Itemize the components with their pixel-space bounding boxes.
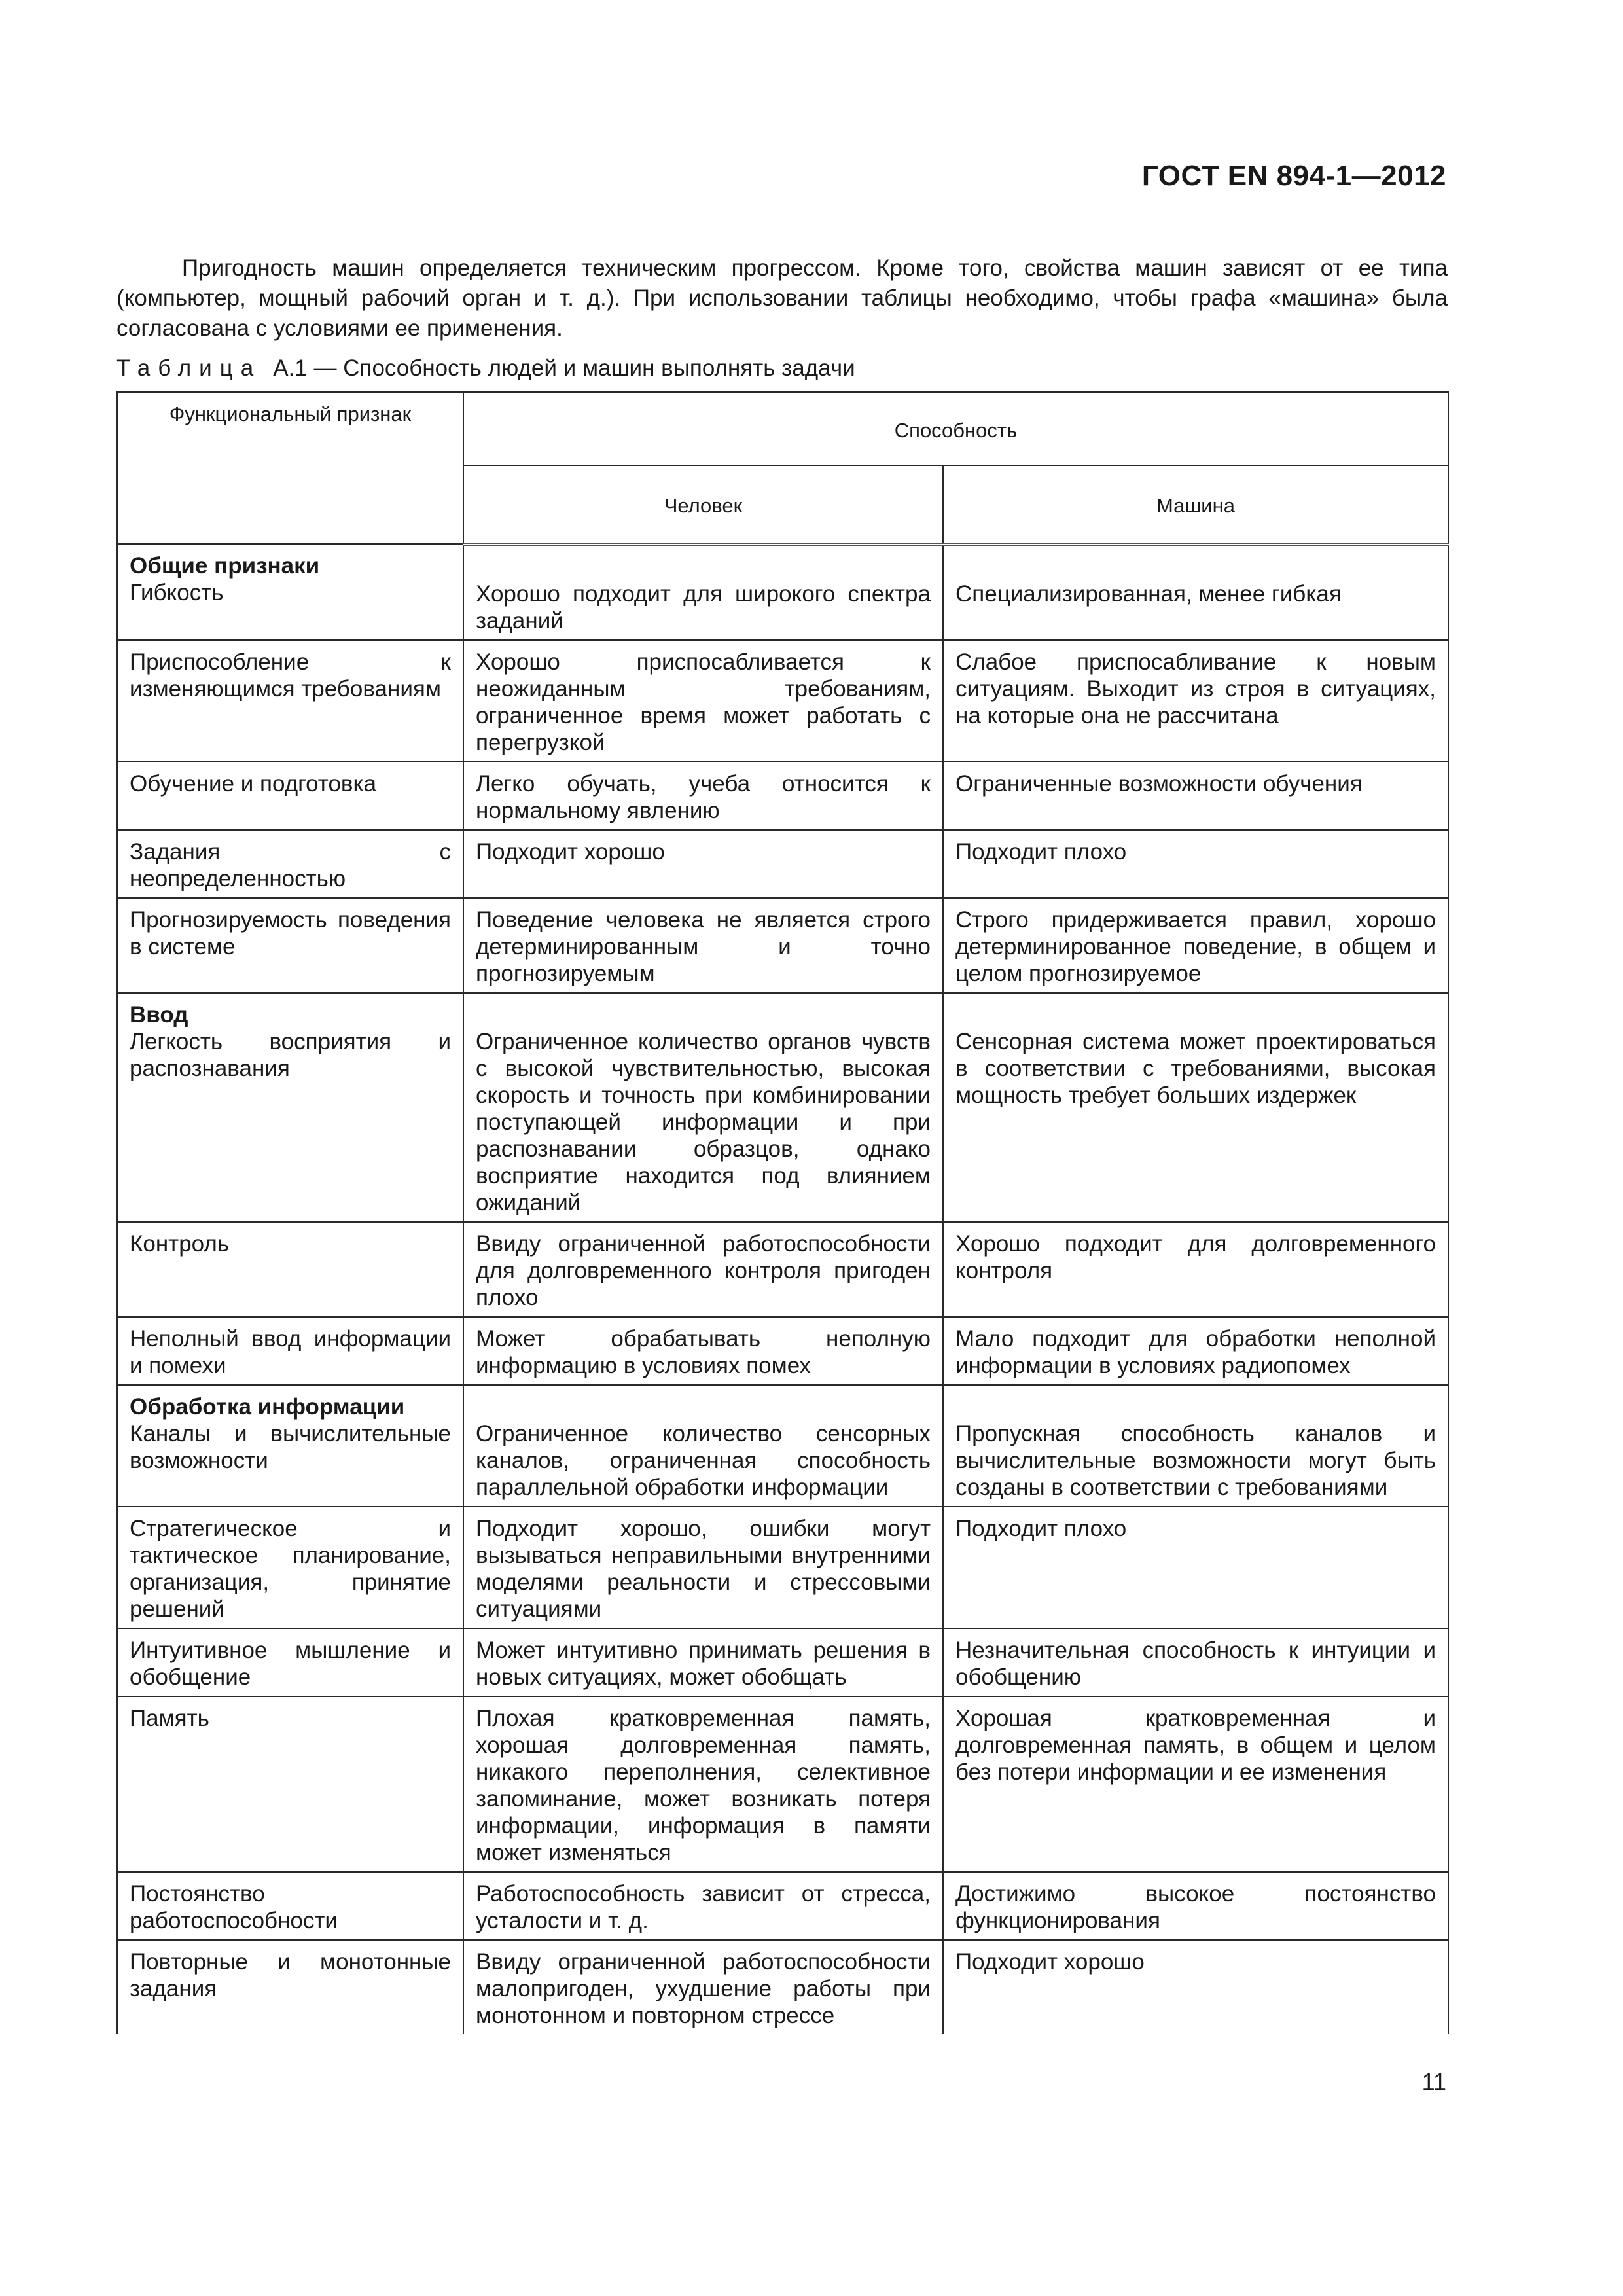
table-row <box>117 1507 1448 1628</box>
table-row <box>117 762 1448 830</box>
human-cell <box>463 1940 943 2034</box>
human-cell-text: Подходит хорошо, ошибки могут вызываться неправильными внутренними моделями реальности и стрессовыми ситуациями <box>476 1515 931 1622</box>
machine-cell-text: Подходит плохо <box>955 1515 1127 1541</box>
machine-cell-text: Мало подходит для обработки неполной информации в условиях радиопомех <box>955 1325 1436 1378</box>
human-cell-text: Ограниченное количество сенсорных каналов, ограниченная способность параллельной обработки информации <box>476 1420 931 1500</box>
feature-text: Контроль <box>130 1230 230 1257</box>
page-number: 11 <box>1421 2068 1446 2095</box>
feature-text: Каналы и вычислительные возможности <box>130 1420 451 1473</box>
human-cell <box>463 993 943 1222</box>
human-cell <box>463 1222 943 1317</box>
table-row <box>117 1872 1448 1940</box>
machine-cell <box>943 1317 1448 1385</box>
section-title: Ввод <box>130 1001 188 1028</box>
machine-cell <box>943 1628 1448 1696</box>
human-cell <box>463 898 943 993</box>
table-row <box>117 1696 1448 1872</box>
human-cell-text: Поведение человека не является строго детерминированным и точно прогнозируемым <box>476 906 931 986</box>
machine-cell <box>943 1507 1448 1628</box>
machine-cell-text: Подходит плохо <box>955 838 1127 865</box>
human-cell <box>463 640 943 762</box>
human-cell <box>463 1628 943 1696</box>
feature-cell <box>117 1872 463 1940</box>
feature-text: Интуитивное мышление и обобщение <box>130 1637 451 1690</box>
human-cell-text: Ввиду ограниченной работоспособности для долговременного контроля пригоден плохо <box>476 1230 931 1310</box>
machine-cell <box>943 640 1448 762</box>
human-cell-text: Ограниченное количество органов чувств с высокой чувствительностью, высокая скорость и точность при комбинировании поступающей информации и при распознавании образцов, однако восприятие находится под влиянием ожиданий <box>476 1028 931 1215</box>
human-cell-text: Подходит хорошо <box>476 838 665 865</box>
header-machine: Машина <box>943 465 1448 544</box>
feature-text: Задания с неопределенностью <box>130 838 451 891</box>
human-cell-text: Может обрабатывать неполную информацию в условиях помех <box>476 1325 931 1378</box>
feature-cell <box>117 1696 463 1872</box>
feature-text: Стратегическое и тактическое планирование, организация, принятие решений <box>130 1515 451 1622</box>
machine-cell-text: Сенсорная система может проектироваться в соответствии с требованиями, высокая мощность требует больших издержек <box>955 1028 1436 1108</box>
machine-cell-text: Специализированная, менее гибкая <box>955 581 1342 607</box>
feature-cell <box>117 544 463 640</box>
machine-cell-text: Строго придерживается правил, хорошо детерминированное поведение, в общем и целом прогнозируемое <box>955 906 1436 986</box>
human-cell-text: Ввиду ограниченной работоспособности малопригоден, ухудшение работы при монотонном и повторном стрессе <box>476 1948 931 2028</box>
human-cell <box>463 1507 943 1628</box>
header-ability: Способность <box>463 392 1448 465</box>
human-cell-text: Может интуитивно принимать решения в новых ситуациях, может обобщать <box>476 1637 931 1690</box>
table-row <box>117 640 1448 762</box>
machine-cell-text: Хорошо подходит для долговременного контроля <box>955 1230 1436 1283</box>
table-body <box>117 544 1448 2034</box>
human-cell-text: Работоспособность зависит от стресса, усталости и т. д. <box>476 1880 931 1933</box>
section-title: Обработка информации <box>130 1393 405 1420</box>
table-caption <box>116 353 855 384</box>
feature-text: Прогнозируемость поведения в системе <box>130 906 451 960</box>
intro-paragraph: Пригодность машин определяется техническим прогрессом. Кроме того, свойства машин зависят от ее типа (компьютер, мощный рабочий орган и т. д.). При использовании таблицы необходимо, чтобы графа «машина» была согласована с условиями ее применения. <box>116 255 1448 341</box>
feature-text: Постоянство работоспособности <box>130 1880 338 1933</box>
table-caption-text: А.1 — Способность людей и машин выполнять задачи <box>273 355 855 381</box>
machine-cell-text: Подходит хорошо <box>955 1948 1145 1975</box>
table-row <box>117 830 1448 898</box>
table-row <box>117 1628 1448 1696</box>
human-cell <box>463 544 943 640</box>
human-cell-text: Хорошо подходит для широкого спектра заданий <box>476 581 931 634</box>
table-row <box>117 1222 1448 1317</box>
human-cell <box>463 1696 943 1872</box>
table-row <box>117 993 1448 1222</box>
table-row <box>117 544 1448 640</box>
feature-cell <box>117 1317 463 1385</box>
machine-cell <box>943 762 1448 830</box>
human-cell-text: Легко обучать, учеба относится к нормальному явлению <box>476 770 931 823</box>
feature-text: Повторные и монотонные задания <box>130 1948 451 2001</box>
machine-cell-text: Ограниченные возможности обучения <box>955 770 1363 797</box>
feature-cell <box>117 1628 463 1696</box>
table-row <box>117 1317 1448 1385</box>
table-row <box>117 898 1448 993</box>
human-cell <box>463 762 943 830</box>
header-feature: Функциональный признак <box>117 392 463 544</box>
machine-cell-text: Хорошая кратковременная и долговременная память, в общем и целом без потери информации и ее изменения <box>955 1705 1436 1785</box>
feature-cell <box>117 762 463 830</box>
feature-cell <box>117 898 463 993</box>
capability-table <box>116 391 1449 2034</box>
machine-cell-text: Достижимо высокое постоянство функционирования <box>955 1880 1436 1933</box>
feature-text: Гибкость <box>130 580 224 605</box>
machine-cell-text: Пропускная способность каналов и вычислительные возможности могут быть созданы в соответствии с требованиями <box>955 1420 1436 1500</box>
header-human: Человек <box>463 465 943 544</box>
document-code: ГОСТ EN 894-1—2012 <box>1141 160 1446 192</box>
feature-cell <box>117 1222 463 1317</box>
machine-cell-text: Слабое приспосабливание к новым ситуациям. Выходит из строя в ситуациях, на которые она не рассчитана <box>955 649 1436 728</box>
feature-cell <box>117 1507 463 1628</box>
human-cell <box>463 1317 943 1385</box>
section-title: Общие признаки <box>130 553 320 579</box>
table-row <box>117 1385 1448 1507</box>
human-cell <box>463 830 943 898</box>
feature-text: Приспособление к изменяющимся требованиям <box>130 649 451 702</box>
machine-cell <box>943 1385 1448 1507</box>
human-cell-text: Плохая кратковременная память, хорошая долговременная память, никакого переполнения, селективное запоминание, может возникать потеря информации, информация в памяти может изменяться <box>476 1705 931 1865</box>
machine-cell <box>943 1872 1448 1940</box>
machine-cell <box>943 1222 1448 1317</box>
machine-cell <box>943 898 1448 993</box>
table-caption-prefix: Таблица <box>116 355 262 381</box>
machine-cell <box>943 544 1448 640</box>
machine-cell <box>943 1696 1448 1872</box>
feature-cell <box>117 1385 463 1507</box>
machine-cell <box>943 993 1448 1222</box>
feature-text: Неполный ввод информации и помехи <box>130 1325 451 1378</box>
feature-text: Легкость восприятия и распознавания <box>130 1028 451 1081</box>
feature-cell <box>117 1940 463 2034</box>
feature-cell <box>117 830 463 898</box>
machine-cell-text: Незначительная способность к интуиции и обобщению <box>955 1637 1436 1690</box>
human-cell <box>463 1385 943 1507</box>
human-cell-text: Хорошо приспосабливается к неожиданным требованиям, ограниченное время может работать с перегрузкой <box>476 649 931 755</box>
human-cell <box>463 1872 943 1940</box>
feature-cell <box>117 640 463 762</box>
machine-cell <box>943 1940 1448 2034</box>
feature-cell <box>117 993 463 1222</box>
feature-text: Обучение и подготовка <box>130 770 377 797</box>
machine-cell <box>943 830 1448 898</box>
feature-text: Память <box>130 1705 209 1731</box>
table-row <box>117 1940 1448 2034</box>
